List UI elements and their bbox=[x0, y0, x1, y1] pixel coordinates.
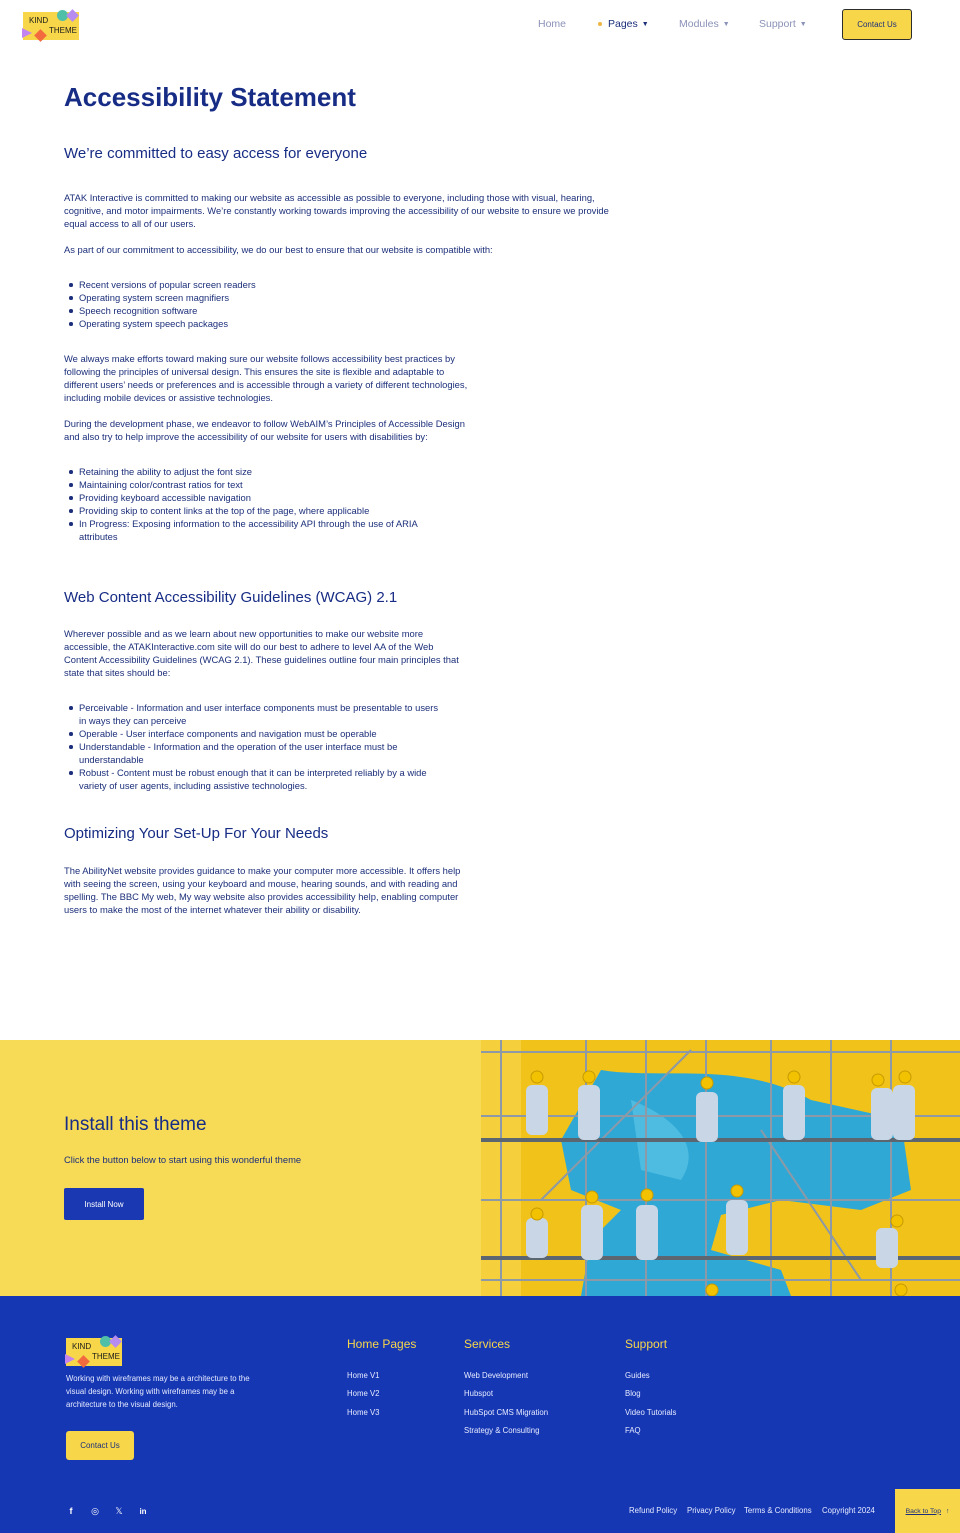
nav-support[interactable] bbox=[759, 18, 807, 30]
back-to-top-button[interactable] bbox=[895, 1489, 960, 1533]
wcag-heading: Web Content Accessibility Guidelines (WCAG) 2.1 bbox=[64, 589, 398, 606]
nav-modules-label: Modules bbox=[679, 18, 719, 30]
list-item-line: variety of user agents, including assistive technologies. bbox=[79, 780, 308, 791]
intro-paragraph-line: cognitive, and motor impairments. We’re constantly working towards improving the accessibility of our website to ensure we provide bbox=[64, 205, 609, 216]
footer-contact-us-button[interactable]: Contact Us bbox=[66, 1431, 134, 1460]
footer-link-strategy-consulting[interactable]: Strategy & Consulting bbox=[464, 1426, 540, 1435]
list-item-line: In Progress: Exposing information to the accessibility API through the use of ARIA bbox=[79, 518, 418, 529]
chevron-down-icon: ▼ bbox=[799, 20, 807, 28]
footer-col-home-pages-title: Home Pages bbox=[347, 1337, 417, 1351]
active-dot-icon bbox=[598, 22, 602, 26]
footer-link-home-v1[interactable]: Home V1 bbox=[347, 1371, 380, 1380]
design-paragraph-line: different users’ needs or preferences and is accessible through a variety of different technologies, bbox=[64, 379, 468, 390]
footer-link-web-development[interactable]: Web Development bbox=[464, 1371, 528, 1380]
kind-theme-logo[interactable] bbox=[23, 12, 81, 42]
copyright-text: Copyright 2024 bbox=[822, 1506, 875, 1515]
list-item: Operating system speech packages bbox=[64, 317, 684, 330]
footer-link-video-tutorials[interactable]: Video Tutorials bbox=[625, 1408, 677, 1417]
footer-link-home-v2[interactable]: Home V2 bbox=[347, 1389, 380, 1398]
webaim-paragraph-line: During the development phase, we endeavor to follow WebAIM’s Principles of Accessible Design bbox=[64, 418, 465, 429]
optimizing-heading: Optimizing Your Set-Up For Your Needs bbox=[64, 825, 329, 842]
privacy-policy-link[interactable]: Privacy Policy bbox=[687, 1506, 736, 1515]
nav-home[interactable] bbox=[538, 18, 566, 30]
instagram-icon[interactable]: ◎ bbox=[91, 1505, 99, 1516]
list-item: Recent versions of popular screen readers bbox=[64, 278, 684, 291]
nav-pages-label: Pages bbox=[608, 18, 638, 30]
facebook-icon[interactable]: f bbox=[69, 1506, 73, 1516]
list-item-line: Understandable - Information and the operation of the user interface must be bbox=[79, 741, 398, 752]
footer-link-guides[interactable]: Guides bbox=[625, 1371, 650, 1380]
footer-description-line: visual design. Working with wireframes may be a bbox=[66, 1387, 235, 1396]
page-title: Accessibility Statement bbox=[64, 82, 356, 112]
logo-text-theme: THEME bbox=[92, 1352, 120, 1361]
design-paragraph-line: following the principles of universal design. This ensures the site is flexible and adaptable to bbox=[64, 366, 445, 377]
linkedin-icon[interactable]: in bbox=[139, 1506, 147, 1516]
list-item bbox=[64, 517, 684, 543]
design-paragraph-line: We always make efforts toward making sure our website follows accessibility best practices by bbox=[64, 353, 455, 364]
footer-link-hubspot-cms-migration[interactable]: HubSpot CMS Migration bbox=[464, 1408, 549, 1417]
intro-paragraph-line: equal access to all of our users. bbox=[64, 218, 196, 229]
footer-link-blog[interactable]: Blog bbox=[625, 1389, 641, 1398]
list-item: Speech recognition software bbox=[64, 304, 684, 317]
footer-description-line: Working with wireframes may be a architecture to the bbox=[66, 1374, 250, 1383]
x-twitter-icon[interactable]: 𝕏 bbox=[115, 1505, 123, 1516]
webaim-paragraph-line: and also try to help improve the accessibility of our website for users with disabilities by: bbox=[64, 431, 428, 442]
wcag-paragraph-line: state that sites should be: bbox=[64, 667, 171, 678]
footer-col-support-title: Support bbox=[625, 1337, 668, 1351]
practices-list bbox=[64, 465, 684, 543]
footer-kind-theme-logo[interactable] bbox=[66, 1338, 124, 1368]
contact-us-button[interactable]: Contact Us bbox=[842, 9, 912, 40]
footer-link-faq[interactable]: FAQ bbox=[625, 1426, 641, 1435]
nav-home-label: Home bbox=[538, 18, 567, 30]
design-paragraph-line: including mobile devices or assistive technologies. bbox=[64, 392, 273, 403]
wcag-paragraph-line: Content Accessibility Guidelines (WCAG 2.1). These guidelines outline four main principles that bbox=[64, 654, 459, 665]
list-item: Retaining the ability to adjust the font size bbox=[64, 465, 684, 478]
footer-col-services-title: Services bbox=[464, 1337, 511, 1351]
compat-list bbox=[64, 278, 684, 330]
section-subtitle: We’re committed to easy access for everyone bbox=[64, 145, 368, 162]
list-item-line: understandable bbox=[79, 754, 144, 765]
logo-text-kind: KIND bbox=[72, 1342, 92, 1351]
list-item: Maintaining color/contrast ratios for text bbox=[64, 478, 684, 491]
scaffold-illustration bbox=[481, 1040, 960, 1296]
list-item-line: in ways they can perceive bbox=[79, 715, 187, 726]
footer-description bbox=[66, 1372, 266, 1411]
footer-description-line: architecture to the visual design. bbox=[66, 1400, 178, 1409]
footer-link-hubspot[interactable]: Hubspot bbox=[464, 1389, 494, 1398]
logo-text-theme: THEME bbox=[49, 26, 77, 35]
optimizing-paragraph-line: spelling. The BBC My web, My way website also provides accessibility help, enabling computer bbox=[64, 891, 459, 902]
principles-list bbox=[64, 701, 684, 792]
list-item-line: Robust - Content must be robust enough that it can be interpreted reliably by a wide bbox=[79, 767, 427, 778]
list-item bbox=[64, 740, 684, 766]
cta-text: Click the button below to start using this wonderful theme bbox=[64, 1154, 302, 1165]
optimizing-paragraph-line: users to make the most of the internet whatever their ability or disability. bbox=[64, 904, 361, 915]
chevron-down-icon: ▼ bbox=[641, 20, 649, 28]
main-content bbox=[64, 80, 684, 916]
site-header bbox=[0, 0, 960, 50]
list-item bbox=[64, 701, 684, 727]
terms-conditions-link[interactable]: Terms & Conditions bbox=[744, 1506, 812, 1515]
nav-support-label: Support bbox=[759, 18, 796, 30]
nav-modules[interactable] bbox=[679, 18, 730, 30]
painters-scaffold-image bbox=[481, 1040, 960, 1296]
cta-title: Install this theme bbox=[64, 1114, 207, 1135]
list-item-line: attributes bbox=[79, 531, 118, 542]
compat-intro: As part of our commitment to accessibility, we do our best to ensure that our website is compatible with: bbox=[64, 244, 493, 255]
optimizing-paragraph-line: with seeing the screen, using your keyboard and mouse, hearing sounds, and with reading and bbox=[64, 878, 458, 889]
list-item-line: Perceivable - Information and user interface components must be presentable to users bbox=[79, 702, 439, 713]
logo-text-kind: KIND bbox=[29, 16, 49, 25]
list-item: Operable - User interface components and navigation must be operable bbox=[64, 727, 684, 740]
chevron-down-icon: ▼ bbox=[722, 20, 730, 28]
footer-link-home-v3[interactable]: Home V3 bbox=[347, 1408, 380, 1417]
list-item: Providing skip to content links at the top of the page, where applicable bbox=[64, 504, 684, 517]
wcag-paragraph-line: accessible, the ATAKInteractive.com site will do our best to adhere to level AA of the Web bbox=[64, 641, 434, 652]
wcag-paragraph-line: Wherever possible and as we learn about new opportunities to make our website more bbox=[64, 628, 424, 639]
optimizing-paragraph-line: The AbilityNet website provides guidance to make your computer more accessible. It offers help bbox=[64, 865, 461, 876]
install-now-button[interactable]: Install Now bbox=[64, 1188, 144, 1220]
list-item: Operating system screen magnifiers bbox=[64, 291, 684, 304]
refund-policy-link[interactable]: Refund Policy bbox=[629, 1506, 678, 1515]
list-item bbox=[64, 766, 684, 792]
back-to-top-label: Back to Top bbox=[905, 1507, 941, 1515]
intro-paragraph-line: ATAK Interactive is committed to making our website as accessible as possible to everyone, including those with visual, hearing, bbox=[64, 192, 595, 203]
nav-pages[interactable] bbox=[598, 18, 649, 30]
list-item: Providing keyboard accessible navigation bbox=[64, 491, 684, 504]
arrow-up-icon: ↑ bbox=[946, 1507, 950, 1515]
